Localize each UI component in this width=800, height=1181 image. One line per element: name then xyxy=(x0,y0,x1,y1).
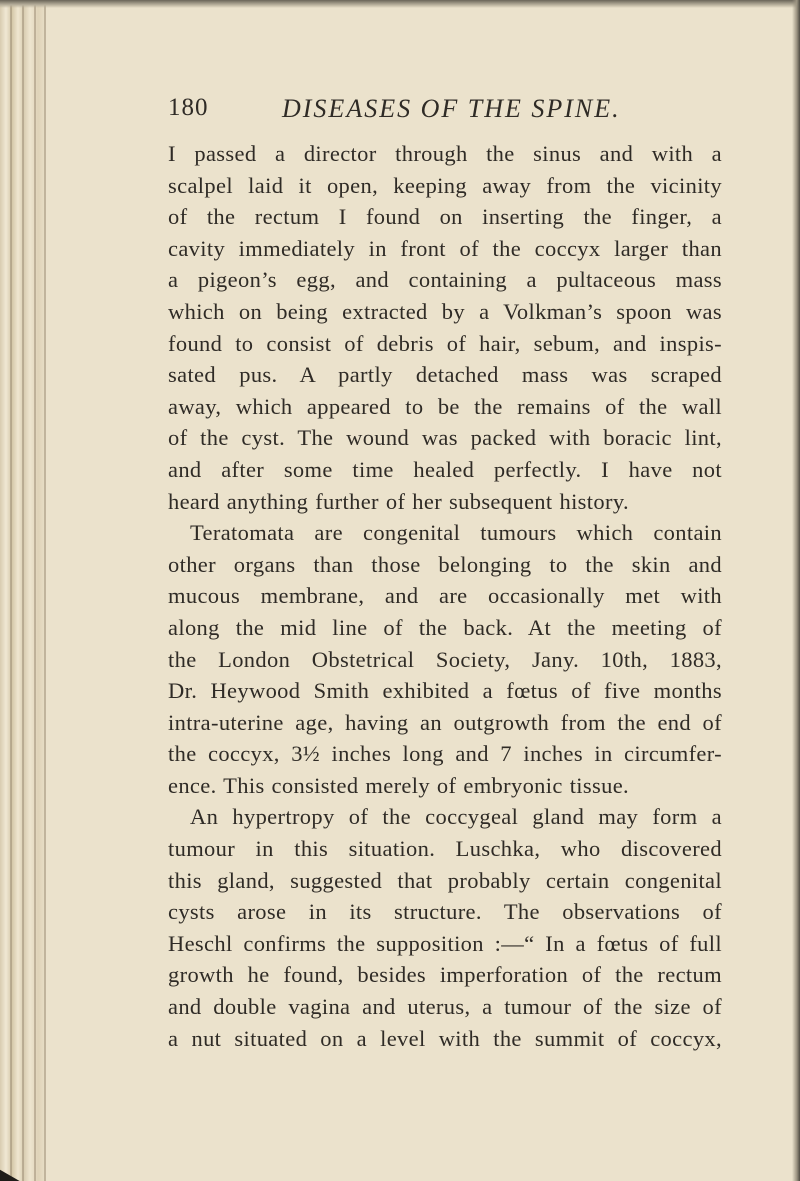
paragraph-start-line: Teratomata are congenital tumours which contain xyxy=(190,520,722,546)
text-line: and after some time healed perfectly. I have not xyxy=(168,456,722,482)
running-head xyxy=(168,94,728,134)
text-line: found to consist of debris of hair, sebum, and inspis- xyxy=(168,330,722,356)
text-line: cavity immediately in front of the coccyx larger than xyxy=(168,235,722,261)
text-line: this gland, suggested that probably certain congenital xyxy=(168,867,722,893)
text-line: which on being extracted by a Volkman’s spoon was xyxy=(168,298,722,324)
page-number: 180 xyxy=(168,94,209,121)
text-line: scalpel laid it open, keeping away from the vicinity xyxy=(168,172,722,198)
text-line: of the cyst. The wound was packed with boracic lint, xyxy=(168,425,722,451)
body-text xyxy=(168,138,722,1054)
text-line: Heschl confirms the supposition :—“ In a fœtus of full xyxy=(168,930,722,956)
page-top-edge xyxy=(0,0,800,8)
text-line: a pigeon’s egg, and containing a pultaceous mass xyxy=(168,267,722,293)
text-line: heard anything further of her subsequent history. xyxy=(168,488,629,514)
gutter-fold-line xyxy=(10,0,12,1181)
text-line: sated pus. A partly detached mass was scraped xyxy=(168,362,722,388)
gutter-fold-line xyxy=(34,0,36,1181)
text-line: the London Obstetrical Society, Jany. 10th, 1883, xyxy=(168,646,722,672)
text-line: I passed a director through the sinus and with a xyxy=(168,141,722,166)
page-right-edge xyxy=(792,0,800,1181)
text-line: other organs than those belonging to the skin and xyxy=(168,551,722,577)
text-line: the coccyx, 3½ inches long and 7 inches in circumfer- xyxy=(168,741,722,767)
text-line: growth he found, besides imperforation of the rectum xyxy=(168,962,722,988)
paragraph-start-line: An hypertropy of the coccygeal gland may form a xyxy=(190,804,722,830)
gutter-fold-line xyxy=(44,0,46,1181)
text-line: tumour in this situation. Luschka, who discovered xyxy=(168,836,722,862)
gutter-fold-line xyxy=(22,0,24,1181)
text-line: Dr. Heywood Smith exhibited a fœtus of five months xyxy=(168,678,722,704)
text-line: away, which appeared to be the remains of the wall xyxy=(168,393,722,419)
text-line: along the mid line of the back. At the meeting of xyxy=(168,614,722,640)
running-title: DISEASES OF THE SPINE. xyxy=(282,94,621,123)
text-line: of the rectum I found on inserting the finger, a xyxy=(168,204,722,230)
text-line: intra-uterine age, having an outgrowth from the end of xyxy=(168,709,722,735)
text-line: ence. This consisted merely of embryonic tissue. xyxy=(168,772,630,798)
text-line: a nut situated on a level with the summit of coccyx, xyxy=(168,1025,722,1051)
text-line: and double vagina and uterus, a tumour of the size of xyxy=(168,994,722,1020)
text-line: cysts arose in its structure. The observations of xyxy=(168,899,722,925)
text-line: mucous membrane, and are occasionally met with xyxy=(168,583,722,609)
